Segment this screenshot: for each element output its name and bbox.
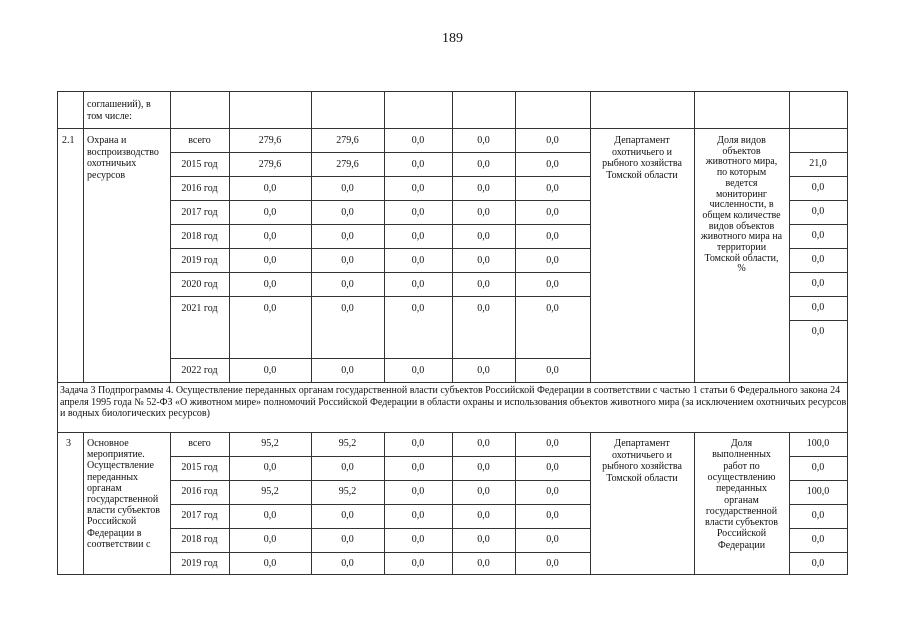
value-cell: 0,0 xyxy=(411,183,425,194)
value-cell: 0,0 xyxy=(411,462,425,473)
table-rule xyxy=(57,382,848,383)
period-label: всего xyxy=(188,135,211,146)
value-cell: 0,0 xyxy=(263,231,277,242)
value-cell: 0,0 xyxy=(341,183,354,194)
value-cell: 0,0 xyxy=(477,534,490,545)
value-cell: 0,0 xyxy=(546,462,559,473)
target-value: 0,0 xyxy=(811,278,825,289)
department-name: охотничьего и xyxy=(611,146,673,158)
indicator-text: Доля видов xyxy=(717,135,766,146)
value-cell: 0,0 xyxy=(263,365,277,376)
table-rule xyxy=(229,91,230,129)
table-rule xyxy=(170,248,591,249)
department-name: Томской области xyxy=(606,472,678,484)
table-rule xyxy=(83,128,84,383)
value-cell: 0,0 xyxy=(477,207,490,218)
value-cell: 0,0 xyxy=(263,207,277,218)
table-rule xyxy=(789,152,848,153)
table-rule xyxy=(789,528,848,529)
target-value: 0,0 xyxy=(811,206,825,217)
value-cell: 0,0 xyxy=(546,135,559,146)
value-cell: 95,2 xyxy=(338,438,357,449)
value-cell: 0,0 xyxy=(546,183,559,194)
table-border-right xyxy=(847,91,848,575)
table-rule xyxy=(83,432,84,575)
value-cell: 0,0 xyxy=(263,255,277,266)
target-value: 0,0 xyxy=(811,254,825,265)
value-cell: 0,0 xyxy=(477,558,490,569)
value-cell: 0,0 xyxy=(546,438,559,449)
table-rule xyxy=(789,272,848,273)
value-cell: 0,0 xyxy=(411,510,425,521)
indicator-text: численности, в xyxy=(709,199,774,211)
value-cell: 0,0 xyxy=(411,279,425,290)
indicator-text: видов объектов xyxy=(708,220,775,232)
row-number: 3 xyxy=(66,438,71,449)
target-value: 0,0 xyxy=(811,534,825,545)
period-label: 2020 год xyxy=(181,279,218,290)
table-rule xyxy=(515,91,516,129)
measure-name: органам xyxy=(87,482,122,494)
table-rule xyxy=(789,456,848,457)
value-cell: 0,0 xyxy=(263,558,277,569)
indicator-text: общем количестве xyxy=(702,209,781,221)
target-value: 0,0 xyxy=(811,182,825,193)
table-rule xyxy=(170,480,591,481)
value-cell: 0,0 xyxy=(411,534,425,545)
value-cell: 0,0 xyxy=(263,534,277,545)
table-rule xyxy=(789,552,848,553)
value-cell: 0,0 xyxy=(477,255,490,266)
period-label: 2015 год xyxy=(181,159,218,170)
value-cell: 0,0 xyxy=(411,159,425,170)
period-label: 2018 год xyxy=(181,534,218,545)
value-cell: 0,0 xyxy=(546,365,559,376)
value-cell: 0,0 xyxy=(263,303,277,314)
department-name: охотничьего и xyxy=(611,449,673,461)
measure-name: соответствии с xyxy=(87,538,151,550)
table-rule xyxy=(384,91,385,129)
measure-name: ресурсов xyxy=(87,169,126,181)
value-cell: 0,0 xyxy=(546,159,559,170)
table-rule xyxy=(789,200,848,201)
table-rule xyxy=(170,200,591,201)
period-label: 2019 год xyxy=(181,255,218,266)
department-name: Департамент xyxy=(614,135,670,146)
period-label: 2018 год xyxy=(181,231,218,242)
period-label: 2016 год xyxy=(181,486,218,497)
target-value: 0,0 xyxy=(811,326,825,337)
indicator-text: по которым xyxy=(716,167,767,179)
indicator-text: Томской области, xyxy=(704,252,779,264)
value-cell: 0,0 xyxy=(411,255,425,266)
value-cell: 0,0 xyxy=(411,135,425,146)
table-rule xyxy=(170,552,591,553)
value-cell: 95,2 xyxy=(261,486,279,497)
department-name: рыбного хозяйства xyxy=(602,461,682,472)
value-cell: 0,0 xyxy=(341,303,354,314)
value-cell: 0,0 xyxy=(546,255,559,266)
indicator-text: органам xyxy=(724,494,759,506)
measure-name: переданных xyxy=(87,471,139,483)
indicator-text: власти субъектов xyxy=(705,517,778,529)
value-cell: 0,0 xyxy=(341,231,354,242)
indicator-text: территории xyxy=(716,242,767,253)
value-cell: 0,0 xyxy=(477,279,490,290)
value-cell: 0,0 xyxy=(546,303,559,314)
value-cell: 0,0 xyxy=(477,159,490,170)
value-cell: 0,0 xyxy=(477,438,490,449)
table-border-left xyxy=(57,91,58,575)
table-rule xyxy=(170,456,591,457)
table-bottom-rule xyxy=(57,574,848,575)
measure-name: охотничьих xyxy=(87,158,137,169)
value-cell: 0,0 xyxy=(546,534,559,545)
table-rule xyxy=(789,248,848,249)
target-value: 0,0 xyxy=(811,302,825,313)
value-cell: 0,0 xyxy=(263,462,277,473)
target-value: 100,0 xyxy=(806,486,830,497)
value-cell: 0,0 xyxy=(477,231,490,242)
value-cell: 95,2 xyxy=(261,438,279,449)
table-rule xyxy=(170,224,591,225)
period-label: 2015 год xyxy=(181,462,218,473)
value-cell: 95,2 xyxy=(338,486,357,497)
period-label: 2016 год xyxy=(181,183,218,194)
table-rule xyxy=(170,296,591,297)
table-rule xyxy=(789,224,848,225)
measure-name: мероприятие. xyxy=(87,449,145,461)
measure-name: Основное xyxy=(87,438,129,449)
period-label: 2017 год xyxy=(181,510,218,521)
department-name: Томской области xyxy=(606,169,678,181)
value-cell: 0,0 xyxy=(341,279,354,290)
value-cell: 0,0 xyxy=(477,462,490,473)
table-rule xyxy=(170,91,171,129)
value-cell: 0,0 xyxy=(477,135,490,146)
value-cell: 0,0 xyxy=(411,231,425,242)
value-cell: 0,0 xyxy=(411,207,425,218)
indicator-text: животного мира, xyxy=(705,156,778,168)
value-cell: 0,0 xyxy=(477,486,490,497)
value-cell: 0,0 xyxy=(477,303,490,314)
row-number: 2.1 xyxy=(62,135,75,146)
value-cell: 0,0 xyxy=(546,558,559,569)
period-label: всего xyxy=(188,438,211,449)
value-cell: 0,0 xyxy=(411,365,425,376)
indicator-text: государственной xyxy=(705,505,778,517)
indicator-text: выполненных xyxy=(712,449,771,461)
fragment-text: соглашений), в xyxy=(87,99,151,110)
page-number: 189 xyxy=(442,31,463,46)
period-label: 2022 год xyxy=(181,365,218,376)
indicator-text: Федерации xyxy=(717,539,766,551)
value-cell: 0,0 xyxy=(546,279,559,290)
value-cell: 0,0 xyxy=(341,255,354,266)
indicator-text: % xyxy=(737,263,746,275)
period-label: 2021 год xyxy=(181,303,218,314)
table-rule xyxy=(170,272,591,273)
target-value: 0,0 xyxy=(811,230,825,241)
measure-name: воспроизводство xyxy=(87,146,159,158)
value-cell: 0,0 xyxy=(546,231,559,242)
department-name: рыбного хозяйства xyxy=(602,158,682,169)
indicator-text: переданных xyxy=(715,483,768,495)
value-cell: 0,0 xyxy=(546,486,559,497)
value-cell: 0,0 xyxy=(546,510,559,521)
table-rule xyxy=(789,504,848,505)
period-label: 2017 год xyxy=(181,207,218,218)
value-cell: 0,0 xyxy=(477,510,490,521)
target-value: 100,0 xyxy=(806,438,830,449)
table-rule xyxy=(789,176,848,177)
indicator-text: Доля xyxy=(730,438,753,449)
value-cell: 0,0 xyxy=(411,438,425,449)
target-value: 0,0 xyxy=(811,558,825,569)
value-cell: 0,0 xyxy=(341,558,354,569)
measure-name: власти субъектов xyxy=(87,505,160,517)
table-rule xyxy=(170,176,591,177)
value-cell: 0,0 xyxy=(411,303,425,314)
table-rule xyxy=(170,528,591,529)
fragment-text: том числе: xyxy=(87,110,132,122)
value-cell: 279,6 xyxy=(336,159,359,170)
table-rule xyxy=(694,91,695,129)
indicator-text: животного мира на xyxy=(700,231,783,243)
table-rule xyxy=(170,152,591,153)
indicator-text: мониторинг xyxy=(715,188,768,200)
value-cell: 0,0 xyxy=(477,183,490,194)
value-cell: 0,0 xyxy=(263,510,277,521)
table-rule xyxy=(789,296,848,297)
table-rule xyxy=(83,91,84,129)
measure-name: Осуществление xyxy=(87,460,154,472)
indicator-text: работ по xyxy=(723,460,760,472)
value-cell: 0,0 xyxy=(341,207,354,218)
table-rule xyxy=(452,91,453,129)
measure-name: Охрана и xyxy=(87,135,127,146)
value-cell: 0,0 xyxy=(477,365,490,376)
task-3-text: Задача 3 Подпрограммы 4. Осуществление переданных органам государственной власти субъектов Российской Федерации в соответствии с частью 1 статьи 6 Федерального закона 24 апреля 1995 года № 52-ФЗ «О животном мире» полномочий Российской Федерации в области охраны и использования объектов животного мира (за исключением охотничьих ресурсов и водных биологических ресурсов) xyxy=(60,385,847,419)
table-rule xyxy=(311,91,312,129)
period-label: 2019 год xyxy=(181,558,218,569)
value-cell: 0,0 xyxy=(411,558,425,569)
value-cell: 279,6 xyxy=(258,159,282,170)
measure-name: Российской xyxy=(87,516,137,528)
value-cell: 279,6 xyxy=(258,135,282,146)
indicator-text: объектов xyxy=(722,145,761,157)
table-rule xyxy=(170,358,591,359)
value-cell: 0,0 xyxy=(411,486,425,497)
value-cell: 0,0 xyxy=(341,510,354,521)
value-cell: 0,0 xyxy=(546,207,559,218)
indicator-text: Российской xyxy=(716,528,767,540)
value-cell: 0,0 xyxy=(263,183,277,194)
target-value: 0,0 xyxy=(811,462,825,473)
value-cell: 0,0 xyxy=(263,279,277,290)
target-value: 21,0 xyxy=(809,158,827,169)
value-cell: 279,6 xyxy=(336,135,359,146)
value-cell: 0,0 xyxy=(341,534,354,545)
table-rule xyxy=(789,320,848,321)
department-name: Департамент xyxy=(614,438,670,449)
value-cell: 0,0 xyxy=(341,365,354,376)
target-value: 0,0 xyxy=(811,510,825,521)
measure-name: Федерации в xyxy=(87,527,142,539)
indicator-text: ведется xyxy=(725,177,758,189)
value-cell: 0,0 xyxy=(341,462,354,473)
table-rule xyxy=(170,504,591,505)
measure-name: государственной xyxy=(87,494,159,505)
table-rule xyxy=(789,91,790,129)
indicator-text: осуществлению xyxy=(707,471,776,483)
table-rule xyxy=(789,480,848,481)
table-rule xyxy=(590,91,591,129)
